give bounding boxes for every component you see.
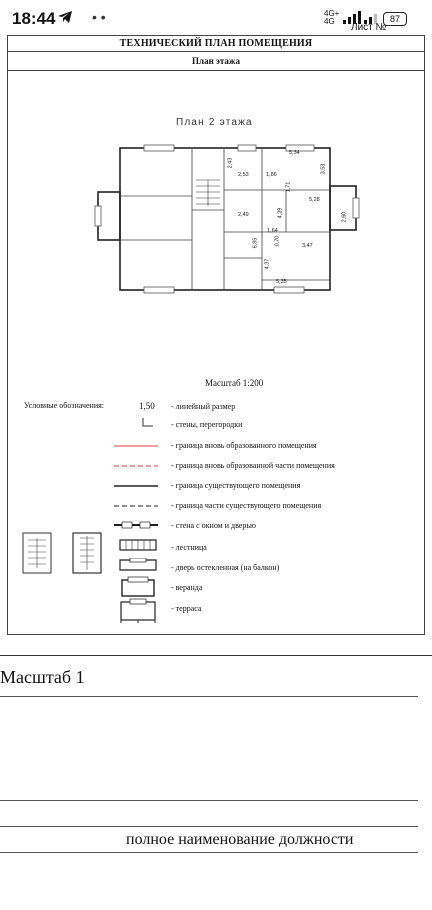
sheet-number-label: Лист № [351, 22, 387, 33]
document-subtitle: План этажа [8, 52, 424, 71]
dimension-label: 3,53 [320, 163, 327, 175]
dimension-label: 5,35 [276, 279, 287, 285]
divider [0, 852, 418, 853]
position-caption: полное наименование должности [126, 831, 354, 848]
legend-item: - граница вновь образованного помещения [171, 441, 317, 450]
legend-item: - граница вновь образованной части помещения [171, 461, 335, 470]
divider [0, 826, 418, 827]
legend-line-new-part [114, 464, 158, 468]
divider [0, 800, 418, 801]
dimension-label: 2,60 [341, 211, 348, 223]
dimension-label: 4,29 [277, 207, 284, 219]
stair-symbol-icon [118, 538, 158, 552]
scale-text: Масштаб 1 [0, 667, 85, 687]
divider [0, 696, 418, 697]
clock: 18:44 [12, 9, 56, 28]
dimension-label: 1,64 [267, 228, 278, 234]
dimension-label: 1,71 [285, 181, 292, 193]
legend-heading: Условные обозначения: [24, 401, 105, 410]
dimension-label: 5,28 [309, 197, 320, 203]
dimension-label: 2,43 [227, 157, 234, 169]
legend-line-existing-part [114, 504, 158, 508]
network-label-bottom: 4G [324, 17, 335, 26]
staircase-alt-icon [72, 532, 102, 574]
plan-title: План 2 этажа [176, 117, 253, 128]
legend-item: - стена с окном и дверью [171, 521, 256, 530]
dimension-label: 5,34 [289, 150, 300, 156]
legend-item: - лестница [171, 543, 207, 552]
dimension-label: 2,53 [238, 172, 249, 178]
document-title: ТЕХНИЧЕСКИЙ ПЛАН ПОМЕЩЕНИЯ [8, 35, 424, 52]
dimension-label: 6,85 [252, 237, 259, 249]
legend-item: - граница существующего помещения [171, 481, 301, 490]
dimension-label: 0,70 [274, 235, 281, 247]
legend-item: - линейный размер [171, 402, 236, 411]
staircase-plan-icon [22, 532, 52, 574]
network-label-top: 4G+ [324, 9, 340, 18]
terrace-icon [118, 598, 158, 624]
veranda-icon [118, 576, 158, 598]
legend-item: - веранда [171, 583, 203, 592]
wall-window-door-icon [114, 520, 158, 530]
legend-item: - дверь остекленная (на балкон) [171, 563, 280, 572]
legend-line-existing [114, 484, 158, 488]
legend-size-example: 1,50 [139, 401, 155, 411]
legend-item: - терраса [171, 604, 202, 613]
divider [0, 655, 432, 656]
legend-item: - граница части существующего помещения [171, 501, 322, 510]
dimension-label: 3,47 [302, 243, 313, 249]
wall-symbol-icon [142, 418, 154, 428]
network-indicator [324, 10, 339, 26]
dimension-label: 1,86 [266, 172, 277, 178]
scale-label: Масштаб 1:200 [205, 378, 264, 388]
legend-line-new-boundary [114, 444, 158, 448]
dimension-label: 2,49 [238, 212, 249, 218]
dimension-label: 4,37 [264, 258, 271, 270]
battery-icon: 87 [383, 12, 407, 26]
notification-dots-icon: • • [92, 9, 106, 25]
telegram-icon [58, 11, 72, 23]
legend-item: - стены, перегородки [171, 420, 243, 429]
glazed-door-icon [118, 558, 158, 572]
